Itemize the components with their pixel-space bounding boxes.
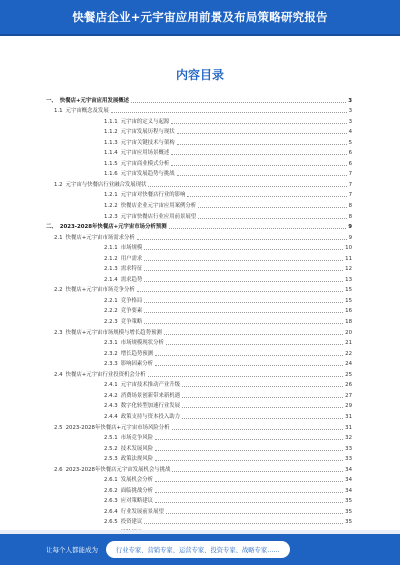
toc-entry-number: 1.2.2 — [104, 203, 118, 210]
toc-entry-label: 需求特征 — [120, 266, 143, 273]
toc-entry-number: 2.4.1 — [104, 382, 118, 389]
toc-entry-page: 35 — [345, 498, 352, 505]
toc-entry-page: 9 — [348, 234, 352, 241]
footer-banner — [0, 534, 400, 565]
toc-dot-leader — [198, 217, 346, 219]
toc-entry-label: 竞争格局 — [120, 297, 143, 304]
toc-entry-page: 8 — [348, 203, 352, 210]
toc-entry-number: 1.1 — [54, 108, 63, 115]
toc-entry-label: 元宇宙快餐店行业应用前景展望 — [120, 213, 197, 220]
toc-entry[interactable] — [46, 442, 352, 453]
toc-entry-page: 31 — [345, 413, 352, 420]
toc-dot-leader — [155, 480, 343, 482]
toc-entry[interactable] — [46, 453, 352, 464]
toc-dot-leader — [155, 354, 343, 356]
toc-entry[interactable] — [46, 157, 352, 168]
toc-entry[interactable] — [46, 432, 352, 443]
toc-dot-leader — [144, 248, 343, 250]
toc-entry-page: 3 — [348, 97, 352, 104]
toc-entry[interactable] — [46, 379, 352, 390]
toc-entry[interactable] — [46, 263, 352, 274]
toc-entry-number: 2.6.3 — [104, 498, 118, 505]
toc-entry-label: 元宇宙概念及发展 — [65, 108, 109, 115]
toc-entry[interactable] — [46, 273, 352, 284]
toc-entry-number: 2.2 — [54, 287, 63, 294]
toc-entry-page: 25 — [345, 371, 352, 378]
toc-entry-number: 2.2.1 — [104, 297, 118, 304]
toc-entry-page: 11 — [345, 255, 352, 262]
toc-entry-page: 21 — [345, 340, 352, 347]
toc-entry-label: 元宇宙发展趋势与挑战 — [120, 171, 175, 178]
toc-dot-leader — [148, 185, 346, 187]
toc-dot-leader — [171, 164, 346, 166]
toc-entry-number: 二、 — [46, 224, 57, 231]
toc-entry-label: 应对策略建议 — [120, 498, 154, 505]
toc-entry[interactable] — [46, 400, 352, 411]
toc-dot-leader — [155, 438, 343, 440]
toc-dot-leader — [182, 396, 343, 398]
toc-entry-page: 34 — [345, 466, 352, 473]
toc-entry-label: 政策法规风险 — [120, 456, 154, 463]
toc-entry-label: 投资建议 — [120, 519, 143, 526]
toc-entry-page: 16 — [345, 308, 352, 315]
toc-entry-label: 2023-2028年快餐店+元宇宙市场分析预测 — [59, 224, 167, 231]
toc-entry-page: 7 — [348, 192, 352, 199]
toc-entry-number: 2.6.1 — [104, 477, 118, 484]
toc-entry-label: 元宇宙与快餐店行业融合发展现状 — [65, 181, 147, 188]
toc-entry-label: 增长趋势预测 — [120, 350, 154, 357]
toc-entry-number: 2.6.5 — [104, 519, 118, 526]
toc-dot-leader — [182, 417, 343, 419]
toc-entry-number: 1.2 — [54, 181, 63, 188]
toc-entry[interactable] — [46, 94, 352, 105]
toc-entry-label: 元宇宙技术推动产业升级 — [120, 382, 181, 389]
toc-entry-label: 数字化转型加速行业发展 — [120, 403, 181, 410]
toc-entry-label: 政策支持与资本投入助力 — [120, 413, 181, 420]
toc-entry-number: 1.1.3 — [104, 139, 118, 146]
toc-entry-label: 竞争策略 — [120, 319, 143, 326]
toc-entry-number: 2.3.1 — [104, 340, 118, 347]
toc-dot-leader — [111, 111, 347, 113]
toc-entry-number: 2.1.3 — [104, 266, 118, 273]
toc-entry[interactable] — [46, 231, 352, 242]
toc-entry-number: 2.3.3 — [104, 361, 118, 368]
toc-dot-leader — [155, 364, 343, 366]
toc-entry-label: 2023-2028年快餐店+元宇宙市场风险分析 — [65, 424, 170, 431]
toc-entry-page: 5 — [348, 139, 352, 146]
toc-entry[interactable] — [46, 294, 352, 305]
toc-entry-number: 2.5.3 — [104, 456, 118, 463]
toc-entry-number: 2.1.1 — [104, 245, 118, 252]
toc-entry-page: 7 — [348, 181, 352, 188]
toc-entry[interactable] — [46, 136, 352, 147]
toc-dot-leader — [155, 449, 343, 451]
toc-entry-page: 35 — [345, 519, 352, 526]
toc-entry-page: 3 — [348, 108, 352, 115]
toc-entry-number: 1.1.5 — [104, 160, 118, 167]
toc-entry-label: 竞争要素 — [120, 308, 143, 315]
toc-entry-label: 影响因素分析 — [120, 361, 154, 368]
toc-entry-label: 市场竞争风险 — [120, 435, 154, 442]
toc-entry-page: 31 — [345, 424, 352, 431]
toc-dot-leader — [177, 174, 347, 176]
toc-entry[interactable] — [46, 178, 352, 189]
toc-dot-leader — [166, 343, 343, 345]
toc-entry-label: 快餐店+元宇宙市场规模与增长趋势预测 — [65, 329, 162, 336]
toc-dot-leader — [137, 238, 347, 240]
toc-entry-number: 2.4.2 — [104, 392, 118, 399]
toc-entry-label: 快餐店企业元宇宙应用案例分析 — [120, 203, 197, 210]
toc-dot-leader — [148, 375, 344, 377]
toc-entry[interactable] — [46, 210, 352, 221]
toc-entry[interactable] — [46, 168, 352, 179]
toc-entry[interactable] — [46, 189, 352, 200]
toc-entry[interactable] — [46, 474, 352, 485]
footer-lead-text: 让每个人都能成为 — [46, 546, 98, 554]
toc-entry-number: 1.1.1 — [104, 118, 118, 125]
toc-entry[interactable] — [46, 495, 352, 506]
toc-entry-page: 8 — [348, 213, 352, 220]
report-title: 快餐店企业+元宇宙应用前景及布局策略研究报告 — [72, 10, 328, 24]
toc-entry-page: 22 — [345, 350, 352, 357]
toc-dot-leader — [172, 470, 343, 472]
toc-entry-label: 快餐店+元宇宙行业投资机会分析 — [65, 371, 146, 378]
footer-roles-pill: 行业专家、营销专家、运营专家、投资专家、战略专家…… — [106, 541, 290, 558]
toc-dot-leader — [144, 322, 343, 324]
toc-dot-leader — [131, 101, 346, 103]
toc-entry-number: 1.2.1 — [104, 192, 118, 199]
toc-dot-leader — [187, 195, 346, 197]
toc-entry[interactable] — [46, 358, 352, 369]
toc-entry-number: 2.1.4 — [104, 276, 118, 283]
toc-entry-label: 市场规模现状分析 — [120, 340, 164, 347]
toc-entry[interactable] — [46, 126, 352, 137]
toc-entry-page: 6 — [348, 160, 352, 167]
toc-entry-page: 34 — [345, 487, 352, 494]
toc-entry-number: 2.4.4 — [104, 413, 118, 420]
toc-entry-page: 12 — [345, 266, 352, 273]
toc-entry-label: 元宇宙应用场景概述 — [120, 150, 170, 157]
toc-entry-label: 2023-2028年快餐店元宇宙发展机会与挑战 — [65, 466, 171, 473]
toc-entry-page: 13 — [345, 276, 352, 283]
toc-dot-leader — [166, 512, 343, 514]
toc-entry-number: 2.2.3 — [104, 319, 118, 326]
toc-entry-page: 29 — [345, 403, 352, 410]
toc-entry-label: 技术发展风险 — [120, 445, 154, 452]
toc-entry-label: 市场规模 — [120, 245, 143, 252]
toc-entry-number: 2.1 — [54, 234, 63, 241]
toc-dot-leader — [198, 206, 346, 208]
toc-entry-number: 2.5.1 — [104, 435, 118, 442]
toc-entry-page: 18 — [345, 319, 352, 326]
toc-entry[interactable] — [46, 305, 352, 316]
toc-dot-leader — [172, 428, 344, 430]
toc-entry[interactable] — [46, 505, 352, 516]
toc-entry[interactable] — [46, 199, 352, 210]
toc-entry-number: 2.1.2 — [104, 255, 118, 262]
toc-dot-leader — [144, 280, 343, 282]
toc-entry[interactable] — [46, 389, 352, 400]
toc-dot-leader — [169, 227, 347, 229]
toc-dot-leader — [144, 269, 343, 271]
toc-entry[interactable] — [46, 484, 352, 495]
toc-entry-label: 行业发展前景展望 — [120, 508, 164, 515]
toc-entry[interactable] — [46, 105, 352, 116]
toc-entry-label: 快餐店+元宇宙市场竞争分析 — [65, 287, 135, 294]
toc-entry-number: 2.6.2 — [104, 487, 118, 494]
toc-entry-page: 3 — [348, 118, 352, 125]
toc-entry-number: 2.3.2 — [104, 350, 118, 357]
toc-entry-label: 消费场景创新带来新机遇 — [120, 392, 181, 399]
toc-entry[interactable] — [46, 368, 352, 379]
toc-entry-number: 2.6 — [54, 466, 63, 473]
toc-entry-page: 32 — [345, 435, 352, 442]
toc-entry[interactable] — [46, 315, 352, 326]
toc-entry-number: 1.1.4 — [104, 150, 118, 157]
toc-entry[interactable] — [46, 284, 352, 295]
toc-entry[interactable] — [46, 252, 352, 263]
toc-entry[interactable] — [46, 147, 352, 158]
toc-entry-label: 快餐店+元宇宙应用发展概述 — [59, 97, 130, 104]
toc-dot-leader — [182, 406, 343, 408]
toc-entry-label: 元宇宙商业模式分析 — [120, 160, 170, 167]
toc-entry[interactable] — [46, 421, 352, 432]
toc-entry[interactable] — [46, 410, 352, 421]
toc-dot-leader — [164, 333, 343, 335]
toc-heading: 内容目录 — [175, 68, 224, 82]
toc-entry[interactable] — [46, 242, 352, 253]
toc-entry[interactable] — [46, 115, 352, 126]
toc-entry-number: 2.4 — [54, 371, 63, 378]
toc-entry-label: 元宇宙发展历程与现状 — [120, 129, 175, 136]
toc-dot-leader — [171, 122, 346, 124]
report-header-bar — [0, 0, 400, 34]
toc-dot-leader — [155, 459, 343, 461]
toc-dot-leader — [144, 301, 343, 303]
toc-entry-number: 2.6.4 — [104, 508, 118, 515]
toc-dot-leader — [171, 153, 346, 155]
header-divider — [0, 34, 400, 36]
toc-entry[interactable] — [46, 347, 352, 358]
toc-entry-label: 面临挑战分析 — [120, 487, 154, 494]
toc-entry-page: 15 — [345, 297, 352, 304]
toc-entry-number: 2.4.3 — [104, 403, 118, 410]
toc-entry-page: 26 — [345, 382, 352, 389]
toc-entry-number: 一、 — [46, 97, 57, 104]
toc-entry[interactable] — [46, 516, 352, 527]
toc-entry[interactable] — [46, 326, 352, 337]
toc-dot-leader — [137, 290, 343, 292]
toc-dot-leader — [155, 491, 343, 493]
toc-entry-page: 24 — [345, 361, 352, 368]
toc-entry-page: 35 — [345, 508, 352, 515]
table-of-contents — [46, 94, 352, 537]
toc-entry-number: 1.1.2 — [104, 129, 118, 136]
toc-entry-label: 快餐店+元宇宙市场需求分析 — [65, 234, 135, 241]
toc-entry-number: 2.5 — [54, 424, 63, 431]
toc-dot-leader — [144, 311, 343, 313]
toc-entry[interactable] — [46, 463, 352, 474]
toc-dot-leader — [144, 259, 343, 261]
toc-entry-label: 发展机会分析 — [120, 477, 154, 484]
toc-entry-page: 27 — [345, 392, 352, 399]
toc-entry-page: 7 — [348, 171, 352, 178]
toc-entry-label: 元宇宙关键技术与架构 — [120, 139, 175, 146]
toc-entry-number: 2.5.2 — [104, 445, 118, 452]
toc-entry-label: 需求趋势 — [120, 276, 143, 283]
toc-entry-page: 33 — [345, 445, 352, 452]
toc-entry-page: 15 — [345, 287, 352, 294]
toc-entry-number: 2.3 — [54, 329, 63, 336]
toc-entry-label: 元宇宙的定义与起源 — [120, 118, 170, 125]
toc-entry[interactable] — [46, 221, 352, 232]
toc-dot-leader — [155, 501, 343, 503]
toc-dot-leader — [144, 522, 343, 524]
toc-entry-page: 4 — [348, 129, 352, 136]
toc-entry[interactable] — [46, 337, 352, 348]
toc-entry-page: 34 — [345, 477, 352, 484]
toc-entry-page: 9 — [348, 224, 352, 231]
toc-entry-number: 1.2.3 — [104, 213, 118, 220]
toc-entry-label: 元宇宙对快餐店行业的影响 — [120, 192, 186, 199]
toc-dot-leader — [177, 132, 347, 134]
toc-entry-page: 6 — [348, 150, 352, 157]
toc-entry-page: 10 — [345, 245, 352, 252]
toc-entry-number: 2.2.2 — [104, 308, 118, 315]
toc-entry-number: 1.1.6 — [104, 171, 118, 178]
toc-entry-label: 用户需求 — [120, 255, 143, 262]
toc-entry-page: 33 — [345, 456, 352, 463]
toc-dot-leader — [182, 385, 343, 387]
toc-entry-page: 20 — [345, 329, 352, 336]
toc-dot-leader — [177, 143, 347, 145]
